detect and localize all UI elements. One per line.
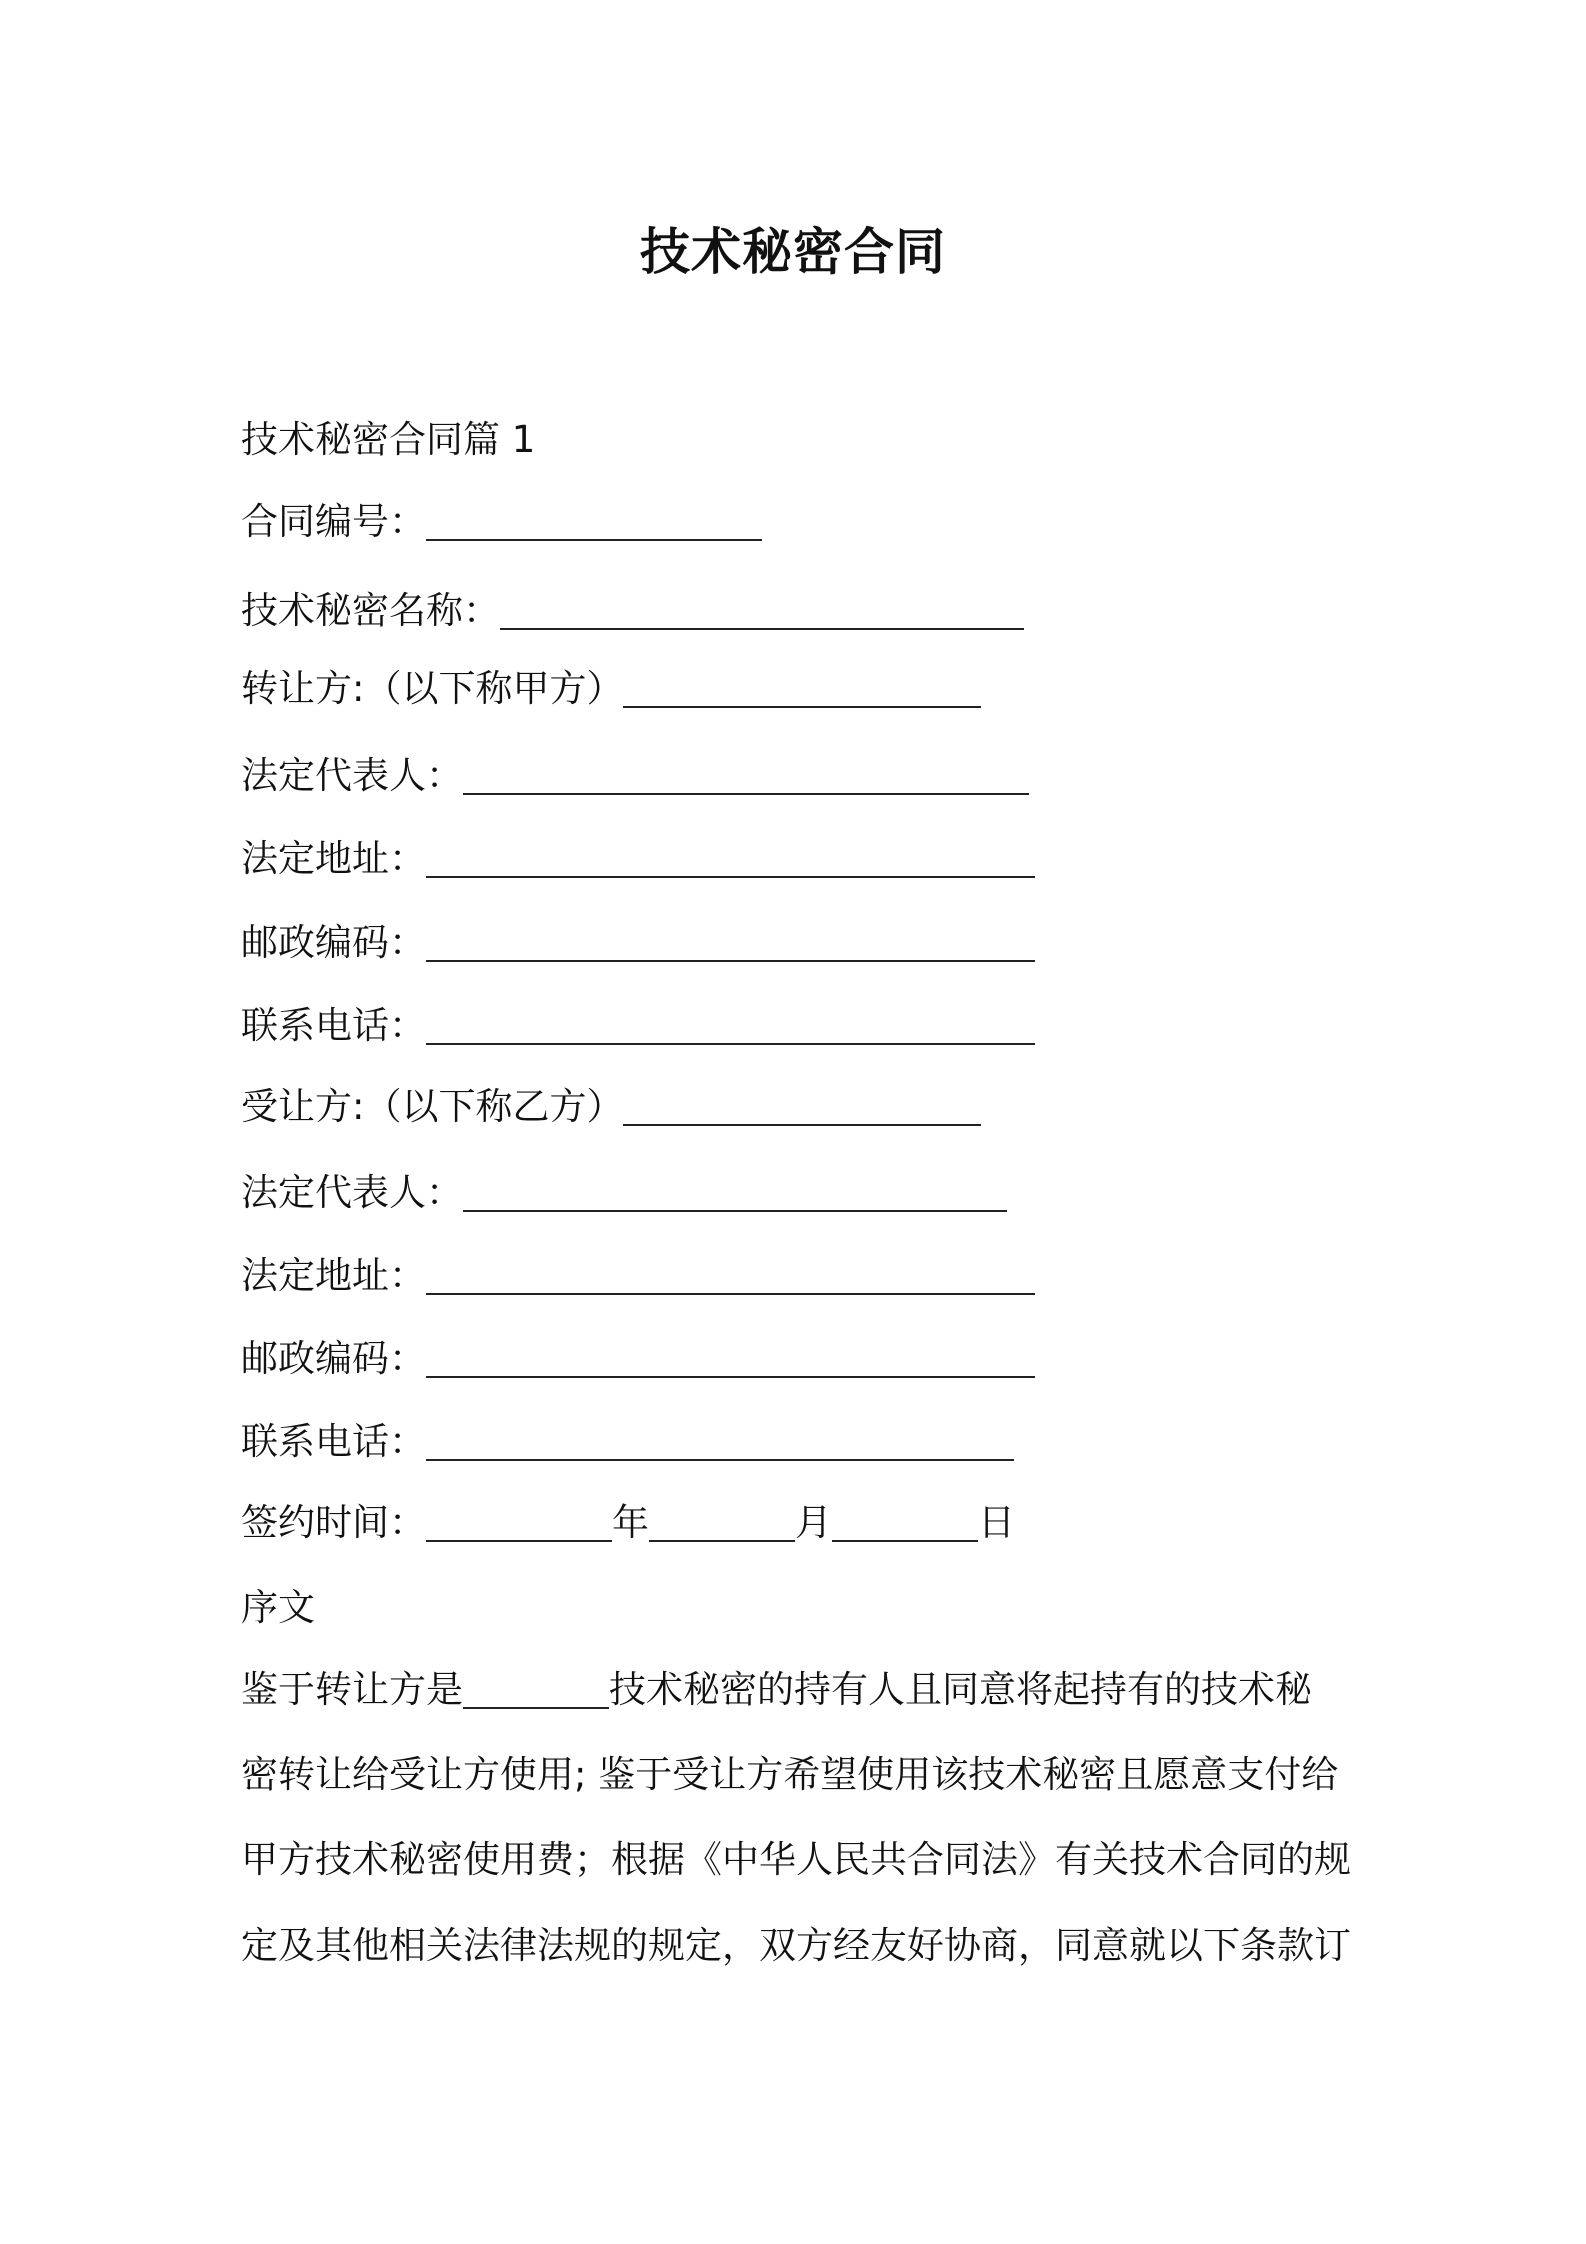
preamble-line-4: 定及其他相关法律法规的规定，双方经友好协商，同意就以下条款订 xyxy=(241,1924,1351,1967)
transferee-blank xyxy=(623,1086,981,1126)
transferor-postcode-row xyxy=(241,918,1035,968)
transferor-rep-blank xyxy=(463,755,1029,795)
transferor-phone-label: 联系电话： xyxy=(241,1004,426,1047)
preamble-line-3: 甲方技术秘密使用费；根据《中华人民共合同法》有关技术合同的规 xyxy=(241,1838,1351,1881)
contract-no-blank xyxy=(426,501,762,541)
sign-date-label: 签约时间： xyxy=(241,1501,426,1544)
transferor-postcode-blank xyxy=(426,922,1035,962)
transferee-postcode-blank xyxy=(426,1338,1035,1378)
transferee-address-label: 法定地址： xyxy=(241,1254,426,1297)
transferee-postcode-label: 邮政编码： xyxy=(241,1337,426,1380)
transferor-postcode-label: 邮政编码： xyxy=(241,921,426,964)
transferee-rep-row xyxy=(241,1168,1007,1218)
transferee-phone-row xyxy=(241,1417,1014,1467)
secret-name-blank xyxy=(500,590,1024,630)
transferee-rep-label: 法定代表人： xyxy=(241,1171,463,1214)
contract-no-row xyxy=(241,497,762,547)
preamble-line-1-start: 鉴于转让方是 xyxy=(241,1668,463,1711)
section-heading: 技术秘密合同篇 1 xyxy=(241,418,536,461)
sign-date-row xyxy=(241,1498,1015,1548)
transferee-rep-blank xyxy=(463,1172,1007,1212)
secret-name-row xyxy=(241,586,1024,636)
document-title: 技术秘密合同 xyxy=(640,223,946,281)
transferor-rep-row xyxy=(241,751,1029,801)
secret-name-label: 技术秘密名称： xyxy=(241,589,500,632)
transferor-address-blank xyxy=(426,838,1035,878)
transferor-phone-row xyxy=(241,1001,1035,1051)
transferor-phone-blank xyxy=(426,1005,1035,1045)
sign-day-label: 日 xyxy=(978,1501,1015,1544)
transferee-postcode-row xyxy=(241,1334,1035,1384)
preamble-blank xyxy=(463,1669,609,1709)
preamble-line-1 xyxy=(241,1665,1312,1715)
transferee-label: 受让方:（以下称乙方） xyxy=(241,1085,624,1128)
preamble-line-2: 密转让给受让方使用; 鉴于受让方希望使用该技术秘密且愿意支付给 xyxy=(241,1753,1339,1796)
transferee-address-row xyxy=(241,1251,1035,1301)
transferee-row xyxy=(241,1082,981,1132)
contract-no-label: 合同编号： xyxy=(241,500,426,543)
sign-month-label: 月 xyxy=(795,1501,832,1544)
sign-year-blank xyxy=(426,1502,612,1542)
transferee-phone-label: 联系电话： xyxy=(241,1420,426,1463)
transferor-address-label: 法定地址： xyxy=(241,837,426,880)
transferor-address-row xyxy=(241,834,1035,884)
transferee-phone-blank xyxy=(426,1421,1014,1461)
sign-month-blank xyxy=(649,1502,795,1542)
transferor-row xyxy=(241,664,981,714)
transferor-label: 转让方:（以下称甲方） xyxy=(241,667,624,710)
transferor-rep-label: 法定代表人： xyxy=(241,754,463,797)
transferor-blank xyxy=(623,668,981,708)
transferee-address-blank xyxy=(426,1255,1035,1295)
preamble-line-1-end: 技术秘密的持有人且同意将起持有的技术秘 xyxy=(609,1668,1312,1711)
sign-year-label: 年 xyxy=(612,1501,649,1544)
sign-day-blank xyxy=(832,1502,978,1542)
preamble-heading: 序文 xyxy=(241,1586,315,1629)
